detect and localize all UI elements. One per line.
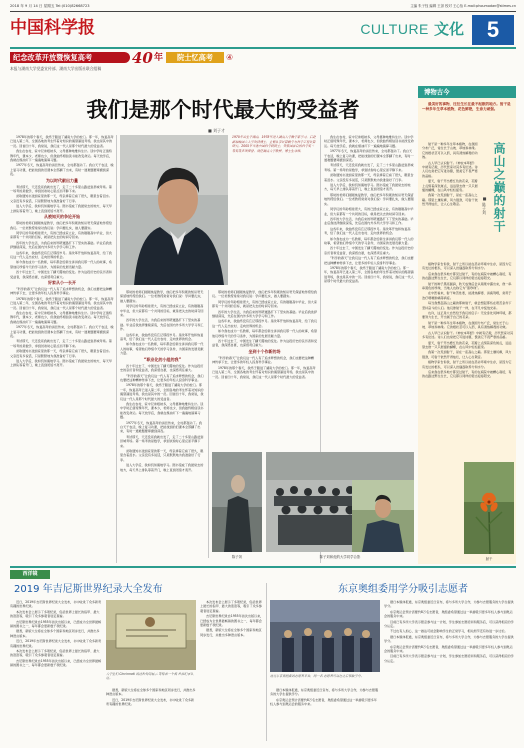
newspaper-logo: 中国科学报 — [10, 18, 95, 38]
sidebar-kicker-bar — [418, 86, 516, 98]
banner-prefix: 纪念改革开放暨恢复高考 — [13, 53, 93, 62]
banner-year-suffix: 年 — [154, 53, 164, 63]
section-title — [330, 18, 464, 40]
bottom-kicker: 西洋镜 — [10, 570, 50, 579]
sidebar-kicker: 博物古今 — [424, 88, 450, 96]
young-photo — [212, 452, 262, 552]
portrait-photo — [120, 135, 228, 285]
bottom-right-text-1: 据日本媒体报道，东京奥组委近日宣布，将与多所大学合作，为参与志愿服务的大学生提供学分。 东京奥运会预计需要约8万名志愿者，奥组委希望通过这一举措吸引更多年轻人参与到奥运会的服务中来。 — [270, 688, 379, 707]
guinness-caption: 大学生们 Cincinnati 的这种发明展示 等待着一个被 世界纪录认证。 — [106, 672, 194, 681]
banner-year: 40 — [132, 49, 153, 67]
editor-line: 主编 朱子钰 编辑 王剑 校对 王心怡 E-mail:phoumodan@stimes.cn — [410, 4, 516, 8]
sidebar-author: ■ 陈子刘 — [482, 196, 487, 215]
article-byline: ■ 刘子才 — [208, 128, 226, 133]
section-title-en: CULTURE — [360, 21, 429, 37]
author-bio: 1970年出生于湖南，1978年进入湖南大学数学系学习，后赴新加坡国立大学攻读博士，主要从事计算数学与科学工程计算研究。2005年当选中国科学院院士，曾获国家自然科学奖二等奖等多项荣誉。现任湖南大学教授、博士生导师。 — [232, 135, 316, 153]
bottom-right-title: 东京奥组委用学分吸引志愿者 — [338, 584, 468, 595]
article-subhead-1: 为以时代献出力量 — [46, 177, 78, 183]
bottom-left-text: 近日，2019年吉尼斯世界纪录大全发布，书中收录了众多新奇有趣的世界纪录。 本次发布会上展示了多项纪录，包括世界上最长的指甲、最大的泡泡等，吸引了众多参观者驻足观看。 吉尼斯世界纪录自1955年首次出版以来，已经成为全世界最畅销的图书之一，每年都会更新数千项纪录。 据悉，新版大全将在全球多个国家和地区同步发行，并推出多种语言版本。 近日，2019年吉尼斯世界纪录大全发布，书中收录了众多新奇有趣的世界纪录。 本次发布会上展示了多项纪录，包括世界上最长的指甲、最大的泡泡等，吸引了众多参观者驻足观看。 吉尼斯世界纪录自1955年首次出版以来，已经成为全世界最畅销的图书之一，每年都会更新数千项纪录。 — [10, 600, 102, 668]
bottom-left-text-2: 据悉，新版大全将在全球多个国家和地区同步发行，并推出多种语言版本。 近日，2019年吉尼斯世界纪录大全发布，书中收录了众多新奇有趣的世界纪录。 — [106, 688, 196, 707]
date-line: 2018 年 9 月 14 日 星期五 Tel:(010)82668723 — [10, 4, 90, 8]
sidebar-intro: 最美好的事物，往往生长在最不起眼的地方。射干是一种多年生草本植物，花色鲜艳，生命力顽强。 — [422, 102, 511, 112]
bottom-right-text-2: 据日本媒体报道，东京奥组委近日宣布，将与多所大学合作，为参与志愿服务的大学生提供学分。 东京奥运会预计需要约8万名志愿者，奥组委希望通过这一举措吸引更多年轻人参与到奥运会的服务中来。 目前已有多所大学表示愿意参与这一计划，学生参加志愿培训和服务后，可以获得相应的学分认定。 不过也有人担心，这一做法可能会影响学生的正常学习，相关细节还有待进一步讨论。 据日本媒体报道，东京奥组委近日宣布，将与多所大学合作，为参与志愿服务的大学生提供学分。 东京奥运会预计需要约8万名志愿者，奥组委希望通过这一举措吸引更多年轻人参与到奥运会的服务中来。 目前已有多所大学表示愿意参与这一计划，学生参加志愿培训和服务后，可以获得相应的学分认定。 — [384, 600, 514, 663]
article-col-1: 1978年的那个春天，我终于踏进了湖南大学的校门。那一年，恢复高考已进入第二年，全国各地的考生怀着对知识的渴望涌进考场，我也是其中的一员。回首四十年，我常说，我们这一代人是那个时代最大的受益者。 我生在农村，家中兄弟姐妹多，父母靠种地维持生计。读中学时正值特殊年代，课本少，老师也少，但我始终相信读书能改变命运。每天放学后，我就在煤油灯下一遍遍地演算习题。 1977年冬天，恢复高考的消息传来，全村都轰动了。我白天干农活，晚上复习功课，把能找到的旧课本全部翻了出来，有时一道难题要琢磨到深夜。 为以时代献出力量 考试那天，天还没亮我就出发了，走了二十多里山路赶到县城考场。第一场考的是数学，拿到试卷时心里反而平静下来。 录取通知书送到家里的那一天，母亲捧着它看了很久，眼里含着泪水。父亲没有多说话，只是默默地为我准备好了行李。 进入大学后，我如饥似渴地学习。图书馆成了我最常去的地方，每天早上排队等着开门，晚上直到闭馆才离开。 从被知天的争论开始 那时的老师们刚刚恢复教学，他们把多年积累的知识毫无保留地传授给我们。一位老教授常常对我们说：学问要扎实，做人要踏实。 同学们的年龄相差很大，有的已经成家立业，有的刚刚高中毕业，但大家都有一个共同的目标，就是把失去的时间夺回来。 四年的大学生活，为我后来的科研道路打下了坚实的基础。毕业后我选择继续深造，先后在国内外多所大学学习和工作。 这些年来，我始终没有忘记那段岁月。是改革开放和恢复高考，给了我们这一代人走出农村、走向世界的机会。 如今我也成为一名教师，每年都会给新生讲讲我们那一代人的故事，希望他们珍惜今天的学习条件，为国家的发展贡献力量。 四十年过去了，中国发生了翻天覆地的变化。作为这段历史的亲历者和受益者，我深感自豪，也深感责任重大。 好家从小一长开 “科学的春天”让我们这一代人有了追求梦想的机会，我们也要把这种精神传承下去，让更多的年轻人投身科学事业。 1978年的那个春天，我终于踏进了湖南大学的校门。那一年，恢复高考已进入第二年，全国各地的考生怀着对知识的渴望涌进考场，我也是其中的一员。回首四十年，我常说，我们这一代人是那个时代最大的受益者。 我生在农村，家中兄弟姐妹多，父母靠种地维持生计。读中学时正值特殊年代，课本少，老师也少，但我始终相信读书能改变命运。每天放学后，我就在煤油灯下一遍遍地演算习题。 1977年冬天，恢复高考的消息传来，全村都轰动了。我白天干农活，晚上复习功课，把能找到的旧课本全部翻了出来，有时一道难题要琢磨到深夜。 考试那天，天还没亮我就出发了，走了二十多里山路赶到县城考场。第一场考的是数学，拿到试卷时心里反而平静下来。 录取通知书送到家里的那一天，母亲捧着它看了很久，眼里含着泪水。父亲没有多说话，只是默默地为我准备好了行李。 进入大学后，我如饥似渴地学习。图书馆成了我最常去的地方，每天早上排队等着开门，晚上直到闭馆才离开。 — [10, 135, 114, 368]
article-subhead-5: 坐到十个作新的场 — [248, 348, 281, 354]
group-photo-caption: 陈子刘和他的大学同学合影 — [319, 555, 361, 559]
tokyo-caption: 通过东京奥组委的志愿者平台，同一名 志愿者可以在之后领取学分。 — [270, 674, 364, 678]
sidebar-col-main: 植物学家告诉我，射干之所以能在恶劣环境中生存，是因为它有发达的根系，可以深入岩缝汲取养分和水分。 后来我在很多地方都见过射干，有的在庭院中被精心栽培，有的在路边野生生长，它们都以同样的姿态迎接阳光。 射干的种子黑亮圆润，秋天成熟后会从蒴果中露出来，像一串串黑色的珍珠，当地人也称它为“黑珍珠”。 在中医看来，射干味苦性寒，能清热解毒、消痰利咽，常用于治疗咽喉肿痛等病症。 每当我想起高山之巅的那株射干，就会想起那些在艰苦条件下坚持奋斗的人们。他们像射干一样，在平凡中绽放光彩。 也许，这正是大自然给予我们的启示：无论身处何种环境，都要努力生长，开出属于自己的花朵。 射干是一种多年生草本植物，在我国分布广泛，常生长于山坡、草地和林缘。它的根状茎可以入药，具有清热解毒的功效。 古人早已认识射干。《神农本草经》中就有记载，历代医家对其多有论述。诗人们也常把它写进诗篇，赞美它不畏严寒的品格。 夏天，射干开出橙红色的花朵，花瓣上点缀着深色斑点，远远望去像一只只展翅的蝴蝶，在山风中轻轻摇曳。 我第一次见到射干，是在一座高山之巅。那里土壤贫瘠，风力强劲，可射干依然开得灿烂，让人心生敬意。 植物学家告诉我，射干之所以能在恶劣环境中生存，是因为它有发达的根系，可以深入岩缝汲取养分和水分。 后来我在很多地方都见过射干，有的在庭院中被精心栽培，有的在路边野生生长，它们都以同样的姿态迎接阳光。 — [422, 262, 514, 379]
young-photo-caption: 陈子刘 — [231, 555, 243, 559]
flower-photo-caption: 射干 — [485, 557, 493, 561]
article-subhead-3: 好家从小一长开 — [48, 279, 76, 285]
banner-series: 院士忆高考 — [166, 52, 224, 63]
bottom-left-text-3: 本次发布会上展示了多项纪录，包括世界上最长的指甲、最大的泡泡等，吸引了众多参观者驻足观看。 吉尼斯世界纪录自1955年首次出版以来，已经成为全世界最畅销的图书之一，每年都会更新数千项纪录。 据悉，新版大全将在全球多个国家和地区同步发行，并推出多种语言版本。 — [200, 600, 264, 637]
banner-index: ④ — [226, 53, 234, 62]
current-photo — [352, 480, 414, 552]
article-subhead-4: “职业化的小组的我” — [143, 356, 182, 362]
tokyo-photo — [270, 600, 380, 672]
article-subhead-2: 从被知天的争论开始 — [44, 214, 80, 220]
article-col-3: 那时的老师们刚刚恢复教学，他们把多年积累的知识毫无保留地传授给我们。一位老教授常常对我们说：学问要扎实，做人要踏实。 同学们的年龄相差很大，有的已经成家立业，有的刚刚高中毕业，但大家都有一个共同的目标，就是把失去的时间夺回来。 四年的大学生活，为我后来的科研道路打下了坚实的基础。毕业后我选择继续深造，先后在国内外多所大学学习和工作。 这些年来，我始终没有忘记那段岁月。是改革开放和恢复高考，给了我们这一代人走出农村、走向世界的机会。 如今我也成为一名教师，每年都会给新生讲讲我们那一代人的故事，希望他们珍惜今天的学习条件，为国家的发展贡献力量。 四十年过去了，中国发生了翻天覆地的变化。作为这段历史的亲历者和受益者，我深感自豪，也深感责任重大。 坐到十个作新的场 “科学的春天”让我们这一代人有了追求梦想的机会，我们也要把这种精神传承下去，让更多的年轻人投身科学事业。 1978年的那个春天，我终于踏进了湖南大学的校门。那一年，恢复高考已进入第二年，全国各地的考生怀着对知识的渴望涌进考场，我也是其中的一员。回首四十年，我常说，我们这一代人是那个时代最大的受益者。 — [212, 290, 317, 379]
sidebar-col-top: 射干是一种多年生草本植物，在我国分布广泛，常生长于山坡、草地和林缘。它的根状茎可以入药，具有清热解毒的功效。 古人早已认识射干。《神农本草经》中就有记载，历代医家对其多有论述。诗人们也常把它写进诗篇，赞美它不畏严寒的品格。 夏天，射干开出橙红色的花朵，花瓣上点缀着深色斑点，远远望去像一只只展翅的蝴蝶，在山风中轻轻摇曳。 我第一次见到射干，是在一座高山之巅。那里土壤贫瘠，风力强劲，可射干依然开得灿烂，让人心生敬意。 — [422, 142, 478, 207]
section-title-cn: 文化 — [433, 20, 464, 38]
sidebar-title: 高山之巅的射干 — [492, 142, 506, 233]
banner-subline: 本报与湖南大学党委宣传部、湖南大学出版社联合组稿 — [10, 66, 102, 71]
page-number: 5 — [472, 15, 514, 45]
series-banner — [10, 49, 235, 78]
article-col-4: 我生在农村，家中兄弟姐妹多，父母靠种地维持生计。读中学时正值特殊年代，课本少，老师也少，但我始终相信读书能改变命运。每天放学后，我就在煤油灯下一遍遍地演算习题。 1977年冬天，恢复高考的消息传来，全村都轰动了。我白天干农活，晚上复习功课，把能找到的旧课本全部翻了出来，有时一道难题要琢磨到深夜。 考试那天，天还没亮我就出发了，走了二十多里山路赶到县城考场。第一场考的是数学，拿到试卷时心里反而平静下来。 录取通知书送到家里的那一天，母亲捧着它看了很久，眼里含着泪水。父亲没有多说话，只是默默地为我准备好了行李。 进入大学后，我如饥似渴地学习。图书馆成了我最常去的地方，每天早上排队等着开门，晚上直到闭馆才离开。 那时的老师们刚刚恢复教学，他们把多年积累的知识毫无保留地传授给我们。一位老教授常常对我们说：学问要扎实，做人要踏实。 同学们的年龄相差很大，有的已经成家立业，有的刚刚高中毕业，但大家都有一个共同的目标，就是把失去的时间夺回来。 四年的大学生活，为我后来的科研道路打下了坚实的基础。毕业后我选择继续深造，先后在国内外多所大学学习和工作。 这些年来，我始终没有忘记那段岁月。是改革开放和恢复高考，给了我们这一代人走出农村、走向世界的机会。 如今我也成为一名教师，每年都会给新生讲讲我们那一代人的故事，希望他们珍惜今天的学习条件，为国家的发展贡献力量。 四十年过去了，中国发生了翻天覆地的变化。作为这段历史的亲历者和受益者，我深感自豪，也深感责任重大。 “科学的春天”让我们这一代人有了追求梦想的机会，我们也要把这种精神传承下去，让更多的年轻人投身科学事业。 1978年的那个春天，我终于踏进了湖南大学的校门。那一年，恢复高考已进入第二年，全国各地的考生怀着对知识的渴望涌进考场，我也是其中的一员。回首四十年，我常说，我们这一代人是那个时代最大的受益者。 — [324, 135, 414, 284]
bottom-left-title: 2019 年吉尼斯世界纪录大全发布 — [14, 584, 163, 595]
flower-photo — [464, 462, 514, 554]
article-headline: 我们是那个时代最大的受益者 — [86, 98, 360, 122]
guinness-photo — [106, 600, 196, 670]
article-col-2: 那时的老师们刚刚恢复教学，他们把多年积累的知识毫无保留地传授给我们。一位老教授常常对我们说：学问要扎实，做人要踏实。 同学们的年龄相差很大，有的已经成家立业，有的刚刚高中毕业，但大家都有一个共同的目标，就是把失去的时间夺回来。 四年的大学生活，为我后来的科研道路打下了坚实的基础。毕业后我选择继续深造，先后在国内外多所大学学习和工作。 这些年来，我始终没有忘记那段岁月。是改革开放和恢复高考，给了我们这一代人走出农村、走向世界的机会。 如今我也成为一名教师，每年都会给新生讲讲我们那一代人的故事，希望他们珍惜今天的学习条件，为国家的发展贡献力量。 “职业化的小组的我” 四十年过去了，中国发生了翻天覆地的变化。作为这段历史的亲历者和受益者，我深感自豪，也深感责任重大。 “科学的春天”让我们这一代人有了追求梦想的机会，我们也要把这种精神传承下去，让更多的年轻人投身科学事业。 1978年的那个春天，我终于踏进了湖南大学的校门。那一年，恢复高考已进入第二年，全国各地的考生怀着对知识的渴望涌进考场，我也是其中的一员。回首四十年，我常说，我们这一代人是那个时代最大的受益者。 我生在农村，家中兄弟姐妹多，父母靠种地维持生计。读中学时正值特殊年代，课本少，老师也少，但我始终相信读书能改变命运。每天放学后，我就在煤油灯下一遍遍地演算习题。 1977年冬天，恢复高考的消息传来，全村都轰动了。我白天干农活，晚上复习功课，把能找到的旧课本全部翻了出来，有时一道难题要琢磨到深夜。 考试那天，天还没亮我就出发了，走了二十多里山路赶到县城考场。第一场考的是数学，拿到试卷时心里反而平静下来。 录取通知书送到家里的那一天，母亲捧着它看了很久，眼里含着泪水。父亲没有多说话，只是默默地为我准备好了行李。 进入大学后，我如饥似渴地学习。图书馆成了我最常去的地方，每天早上排队等着开门，晚上直到闭馆才离开。 — [120, 290, 204, 472]
